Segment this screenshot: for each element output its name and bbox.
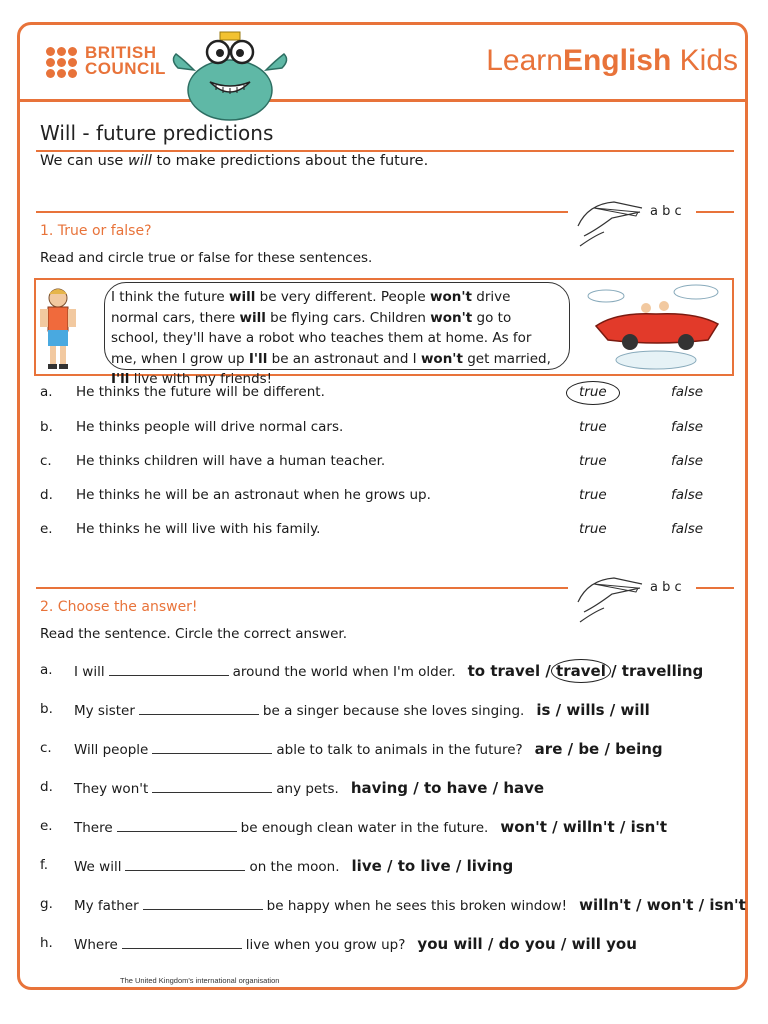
option-separator: /	[487, 779, 504, 797]
answer-option[interactable]: to have	[423, 779, 488, 797]
answer-option[interactable]: wills	[566, 701, 605, 719]
false-option[interactable]: false	[671, 487, 704, 503]
item-letter: h.	[40, 935, 53, 951]
answer-option[interactable]: willn't	[562, 818, 615, 836]
answer-option[interactable]: willn't	[579, 896, 631, 914]
answer-option[interactable]: be	[578, 740, 600, 758]
answer-options	[535, 740, 663, 758]
answer-blank[interactable]	[125, 858, 245, 871]
item-sentence	[74, 662, 703, 680]
learnenglish-kids-logo	[486, 44, 738, 78]
abc-label-1: a b c	[650, 204, 682, 219]
story-text: drive normal cars, there	[111, 289, 511, 326]
option-separator: /	[540, 662, 557, 680]
item-letter: a.	[40, 662, 53, 678]
answer-option[interactable]: do you	[498, 935, 556, 953]
item-letter: a.	[40, 384, 53, 400]
answer-options	[500, 818, 667, 836]
story-bold-word: I'll	[111, 371, 130, 387]
answer-blank[interactable]	[152, 780, 272, 793]
answer-option[interactable]: are	[534, 740, 563, 758]
sentence-end: on the moon.	[249, 859, 340, 875]
item-sentence: He thinks people will drive normal cars.	[76, 419, 344, 435]
sentence-end: live when you grow up?	[245, 937, 406, 953]
story-bold-word: won't	[420, 350, 463, 367]
sentence-start: We will	[74, 859, 122, 875]
option-separator: /	[450, 857, 467, 875]
option-separator: /	[482, 935, 499, 953]
story-text: I think the future	[111, 289, 229, 305]
answer-options	[536, 701, 649, 719]
title-divider	[36, 150, 734, 152]
story-text: be an astronaut and I	[267, 350, 421, 367]
intro-after: to make predictions about the future.	[156, 153, 429, 169]
item-sentence	[74, 740, 663, 758]
option-separator: /	[693, 896, 710, 914]
footer-tagline: The United Kingdom's international organisation	[120, 976, 280, 985]
answer-option[interactable]: being	[615, 740, 663, 758]
option-separator: /	[604, 701, 621, 719]
item-letter: c.	[40, 453, 52, 469]
story-text: live with my friends!	[129, 371, 273, 387]
answer-option[interactable]: live	[351, 857, 382, 875]
choose-row	[40, 818, 740, 842]
answer-blank[interactable]	[143, 897, 263, 910]
intro-before: We can use	[40, 153, 124, 169]
sentence-start: They won't	[74, 781, 149, 797]
answer-option[interactable]: travelling	[621, 662, 704, 680]
choose-row	[40, 857, 740, 881]
answer-option[interactable]: isn't	[630, 818, 668, 836]
answer-option[interactable]: living	[466, 857, 514, 875]
item-letter: b.	[40, 701, 53, 717]
sentence-end: around the world when I'm older.	[232, 664, 456, 680]
false-option[interactable]: false	[671, 453, 704, 469]
item-letter: e.	[40, 521, 53, 537]
boy-figure-icon	[38, 284, 78, 372]
intro-text	[40, 153, 428, 169]
section1-heading: 1. True or false?	[40, 223, 152, 239]
page-title: Will - future predictions	[40, 121, 274, 145]
flying-car-icon	[586, 282, 726, 372]
british-council-logo	[46, 45, 166, 78]
option-separator: /	[630, 896, 647, 914]
item-sentence	[74, 701, 650, 719]
answer-option[interactable]: travel	[556, 662, 606, 680]
item-sentence	[74, 896, 746, 914]
option-separator: /	[546, 818, 563, 836]
option-separator: /	[562, 740, 579, 758]
answer-options	[351, 779, 544, 797]
answer-option[interactable]: isn't	[709, 896, 746, 914]
sentence-end: be a singer because she loves singing.	[262, 703, 525, 719]
false-option[interactable]: false	[671, 419, 704, 435]
sentence-start: Where	[74, 937, 118, 953]
logo-line-1: BRITISH	[85, 43, 157, 62]
false-option[interactable]: false	[671, 384, 704, 400]
answer-option[interactable]: have	[503, 779, 545, 797]
item-sentence	[74, 935, 637, 953]
brand-learn: Learn	[486, 44, 563, 77]
answer-option[interactable]: won't	[500, 818, 547, 836]
answer-options	[468, 662, 704, 680]
header-divider	[20, 99, 748, 102]
option-separator: /	[614, 818, 631, 836]
item-letter: c.	[40, 740, 52, 756]
item-sentence: He thinks children will have a human teacher.	[76, 453, 386, 469]
sentence-start: There	[74, 820, 113, 836]
true-false-row	[40, 521, 740, 543]
answer-option[interactable]: will	[620, 701, 650, 719]
true-option[interactable]: true	[579, 453, 607, 469]
section2-divider	[36, 587, 568, 589]
sentence-end: able to talk to animals in the future?	[276, 742, 523, 758]
section2-instruction: Read the sentence. Circle the correct answer.	[40, 626, 348, 642]
answer-option[interactable]: will you	[571, 935, 637, 953]
answer-blank[interactable]	[122, 936, 242, 949]
item-sentence: He thinks he will live with his family.	[76, 521, 321, 537]
section2-divider-right	[696, 587, 734, 589]
sentence-start: My sister	[74, 703, 135, 719]
choose-row	[40, 740, 740, 764]
option-separator: /	[555, 935, 572, 953]
sentence-start: I will	[74, 664, 105, 680]
true-option[interactable]: true	[579, 487, 607, 503]
answer-option[interactable]: having	[350, 779, 408, 797]
answer-blank[interactable]	[152, 741, 272, 754]
story-bold-word: won't	[430, 309, 473, 326]
answer-options	[352, 857, 514, 875]
brand-english: English	[562, 44, 672, 77]
section2-heading: 2. Choose the answer!	[40, 599, 198, 615]
true-false-row	[40, 487, 740, 509]
answer-option[interactable]: won't	[646, 896, 694, 914]
sentence-end: be enough clean water in the future.	[240, 820, 489, 836]
pencil-hand-icon	[574, 196, 654, 248]
true-false-row	[40, 384, 740, 406]
answer-blank[interactable]	[117, 819, 237, 832]
answer-options	[579, 896, 746, 914]
item-sentence: He thinks the future will be different.	[76, 384, 325, 400]
answer-blank[interactable]	[109, 663, 229, 676]
logo-dots-icon	[46, 47, 77, 78]
story-text: be flying cars. Children	[265, 309, 431, 326]
story-bold-word: won't	[430, 289, 472, 305]
story-text: be very different. People	[255, 289, 431, 305]
abc-label-2: a b c	[650, 580, 682, 595]
choose-row	[40, 896, 746, 920]
story-bold-word: will	[239, 309, 266, 326]
choose-row	[40, 935, 740, 959]
false-option[interactable]: false	[671, 521, 704, 537]
choose-row	[40, 662, 740, 686]
section1-divider-right	[696, 211, 734, 213]
option-separator: /	[605, 662, 622, 680]
item-letter: b.	[40, 419, 53, 435]
true-option[interactable]: true	[579, 384, 607, 400]
sentence-end: any pets.	[276, 781, 339, 797]
story-text: go to school, they'll have a robot who teaches them at home. As for me, when I grow up	[111, 309, 532, 367]
choose-row	[40, 779, 740, 803]
true-option[interactable]: true	[579, 521, 607, 537]
true-false-row	[40, 453, 740, 475]
answer-blank[interactable]	[139, 702, 259, 715]
monster-mascot-icon	[170, 30, 290, 122]
true-option[interactable]: true	[579, 419, 607, 435]
speech-bubble	[104, 282, 570, 387]
section1-instruction: Read and circle true or false for these sentences.	[40, 250, 373, 266]
sentence-start: Will people	[74, 742, 149, 758]
story-bold-word: I'll	[248, 350, 268, 367]
brand-kids: Kids	[679, 44, 738, 77]
option-separator: /	[381, 857, 398, 875]
option-separator: /	[408, 779, 424, 797]
story-text: get married,	[462, 350, 551, 367]
answer-circle	[566, 381, 620, 405]
answer-option[interactable]: you will	[417, 935, 483, 953]
answer-option[interactable]: to live	[397, 857, 451, 875]
choose-row	[40, 701, 740, 725]
item-letter: e.	[40, 818, 53, 834]
answer-option[interactable]: is	[536, 701, 551, 719]
item-sentence: He thinks he will be an astronaut when he grows up.	[76, 487, 431, 503]
item-letter: g.	[40, 896, 53, 912]
logo-line-2: COUNCIL	[85, 59, 166, 78]
sentence-end: be happy when he sees this broken window!	[266, 898, 568, 914]
item-letter: d.	[40, 779, 53, 795]
answer-options	[417, 935, 636, 953]
item-sentence	[74, 818, 667, 836]
answer-option[interactable]: to travel	[467, 662, 541, 680]
option-separator: /	[599, 740, 616, 758]
true-false-row	[40, 419, 740, 441]
story-bold-word: will	[229, 289, 256, 305]
intro-emphasis: will	[127, 153, 152, 169]
option-separator: /	[550, 701, 567, 719]
sentence-start: My father	[74, 898, 139, 914]
item-letter: f.	[40, 857, 49, 873]
pencil-hand-icon	[574, 572, 654, 624]
item-sentence	[74, 857, 513, 875]
item-sentence	[74, 779, 544, 797]
section1-divider	[36, 211, 568, 213]
item-letter: d.	[40, 487, 53, 503]
